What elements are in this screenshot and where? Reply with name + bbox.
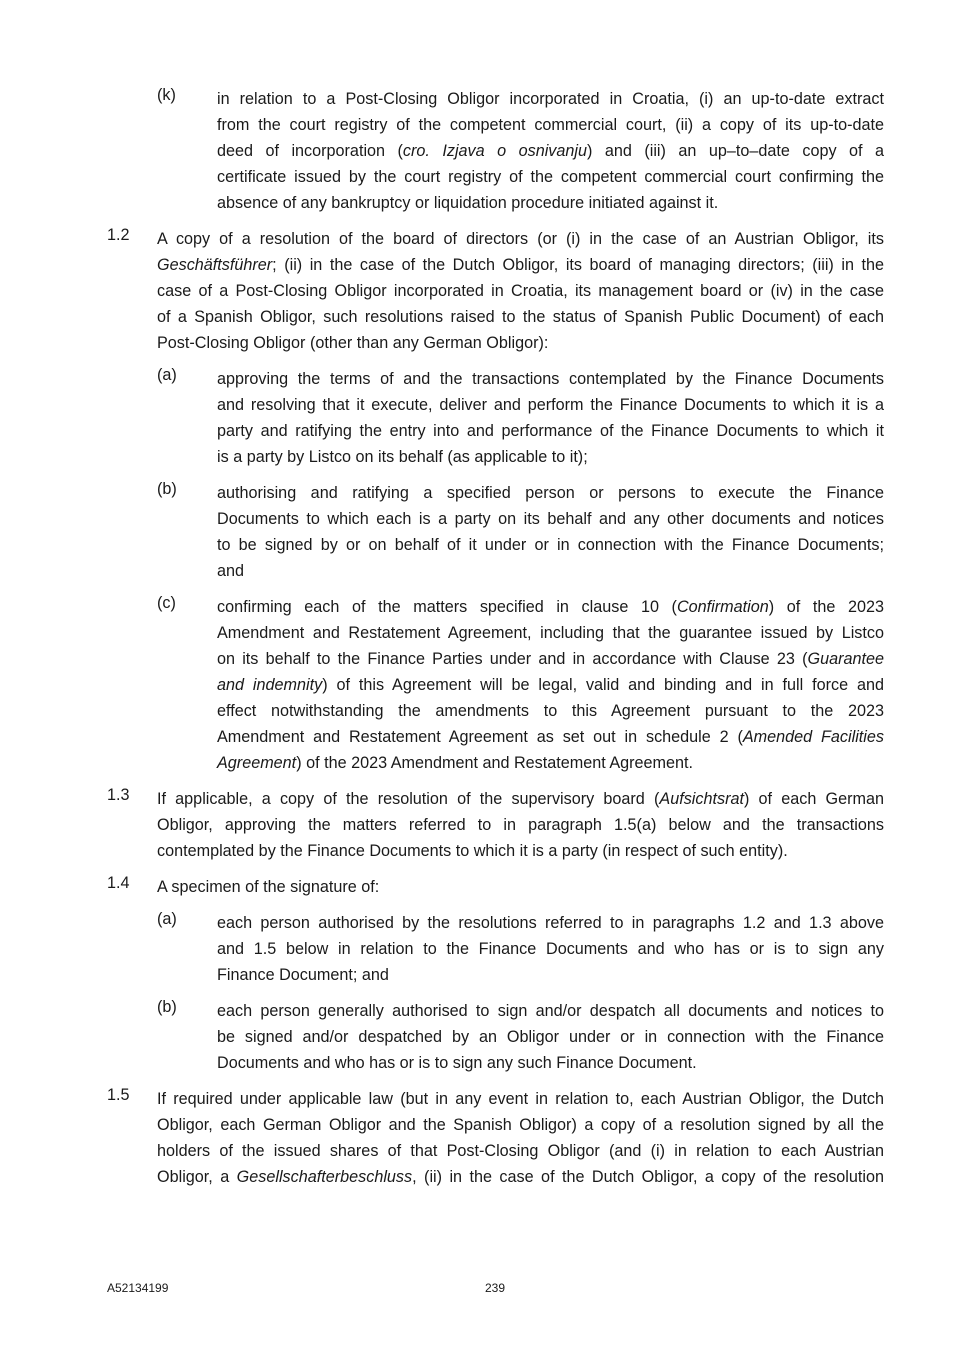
text-line: be signed and/or despatched by an Obligor under or in connection with the Finance [217, 1028, 884, 1046]
text-line: A copy of a resolution of the board of directors (or (i) in the case of an Austrian Obligor, its [157, 230, 884, 248]
text-line: approving the terms of and the transactions contemplated by the Finance Documents [217, 370, 884, 388]
clause-text [157, 1086, 884, 1190]
text-line: Post-Closing Obligor (other than any German Obligor): [157, 334, 549, 352]
clause-text [157, 874, 884, 900]
text-line: on its behalf to the Finance Parties under and in accordance with Clause 23 (Guarantee [217, 650, 884, 668]
text-line: Agreement) of the 2023 Amendment and Restatement Agreement. [217, 754, 694, 772]
text-line: Obligor, a Gesellschafterbeschluss, (ii) in the case of the Dutch Obligor, a copy of the resolution [157, 1168, 884, 1186]
clause-number: 1.4 [107, 874, 130, 892]
text-line: If applicable, a copy of the resolution of the supervisory board (Aufsichtsrat) of each German [157, 790, 884, 808]
text-line: deed of incorporation (cro. Izjava o osnivanju) and (iii) an up–to–date copy of a [217, 142, 884, 160]
text-line: case of a Post-Closing Obligor incorporated in Croatia, its management board or (iv) in the case [157, 282, 884, 300]
text-line: of a Spanish Obligor, such resolutions raised to the status of Spanish Public Document) of each [157, 308, 884, 326]
paragraph-text [217, 998, 884, 1076]
text-line: absence of any bankruptcy or liquidation procedure initiated against it. [217, 194, 719, 212]
text-line: from the court registry of the competent commercial court, (ii) a copy of its up-to-date [217, 116, 884, 134]
text-line: in relation to a Post-Closing Obligor incorporated in Croatia, (i) an up-to-date extract [217, 90, 884, 108]
text-line: and indemnity) of this Agreement will be legal, valid and binding and in full force and [217, 676, 884, 694]
text-line: to be signed by or on behalf of it under or in connection with the Finance Documents; [217, 536, 884, 554]
text-line: Obligor, each German Obligor and the Spanish Obligor) a copy of a resolution signed by all the [157, 1116, 884, 1134]
text-line: Amendment and Restatement Agreement as set out in schedule 2 (Amended Facilities [217, 728, 884, 746]
text-line: party and ratifying the entry into and performance of the Finance Documents to which it [217, 422, 884, 440]
text-line: Documents to which each is a party on its behalf and any other documents and notices [217, 510, 884, 528]
paragraph-number: (a) [157, 910, 177, 928]
paragraph-number: (c) [157, 594, 176, 612]
paragraph-number: (a) [157, 366, 177, 384]
clause-number: 1.3 [107, 786, 130, 804]
text-line: and resolving that it execute, deliver and perform the Finance Documents to which it is a [217, 396, 884, 414]
clause-number: 1.2 [107, 226, 130, 244]
text-line: contemplated by the Finance Documents to which it is a party (in respect of such entity). [157, 842, 788, 860]
text-line: If required under applicable law (but in any event in relation to, each Austrian Obligor, the Dutch [157, 1090, 884, 1108]
text-line: is a party by Listco on its behalf (as applicable to it); [217, 448, 588, 466]
text-line: authorising and ratifying a specified person or persons to execute the Finance [217, 484, 884, 502]
text-line: each person generally authorised to sign and/or despatch all documents and notices to [217, 1002, 884, 1020]
paragraph-text [217, 480, 884, 584]
clause-text [157, 786, 884, 864]
text-line: confirming each of the matters specified in clause 10 (Confirmation) of the 2023 [217, 598, 884, 616]
text-line: A specimen of the signature of: [157, 878, 380, 896]
paragraph-number: (b) [157, 480, 177, 498]
text-line: each person authorised by the resolutions referred to in paragraphs 1.2 and 1.3 above [217, 914, 884, 932]
text-line: Amendment and Restatement Agreement, including that the guarantee issued by Listco [217, 624, 884, 642]
text-line: Obligor, approving the matters referred to in paragraph 1.5(a) below and the transactions [157, 816, 884, 834]
clause-number: 1.5 [107, 1086, 130, 1104]
clause-text [157, 226, 884, 356]
text-line: Finance Document; and [217, 966, 389, 984]
text-line: effect notwithstanding the amendments to this Agreement pursuant to the 2023 [217, 702, 884, 720]
page-number: 239 [485, 1281, 506, 1295]
paragraph-text [217, 86, 884, 216]
text-line: Documents and who has or is to sign any such Finance Document. [217, 1054, 697, 1072]
paragraph-number: (k) [157, 86, 176, 104]
text-line: certificate issued by the court registry of the competent commercial court confirming the [217, 168, 884, 186]
paragraph-text [217, 910, 884, 988]
document-reference: A52134199 [107, 1281, 169, 1295]
paragraph-number: (b) [157, 998, 177, 1016]
text-line: holders of the issued shares of that Post-Closing Obligor (and (i) in relation to each Austrian [157, 1142, 884, 1160]
paragraph-text [217, 366, 884, 470]
text-line: and 1.5 below in relation to the Finance Documents and who has or is to sign any [217, 940, 884, 958]
text-line: and [217, 562, 245, 580]
paragraph-text [217, 594, 884, 776]
text-line: Geschäftsführer; (ii) in the case of the Dutch Obligor, its board of managing directors; (iii) in the [157, 256, 884, 274]
